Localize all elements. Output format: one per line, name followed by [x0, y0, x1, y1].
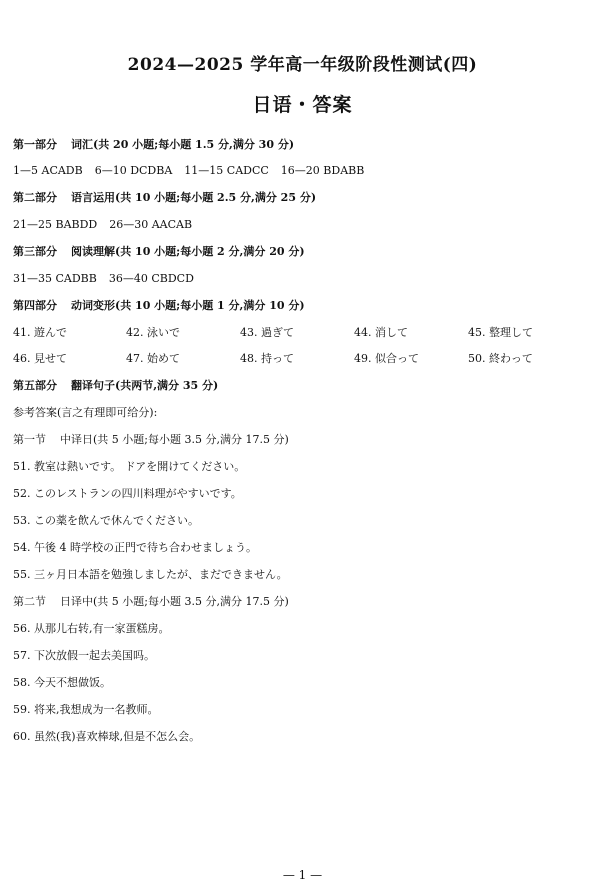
- exam-subtitle: 日语・答案: [252, 94, 353, 116]
- verb-answer: 47. 始めて: [126, 352, 180, 365]
- verb-answer: 49. 似合って: [354, 352, 419, 365]
- part4-heading-line: [13, 299, 305, 313]
- section2-detail: 日译中(共 5 小题;每小题 3.5 分,满分 17.5 分): [60, 595, 289, 608]
- answer-group: 1—5 ACADB: [13, 164, 83, 177]
- verb-answer: 42. 泳いで: [126, 326, 180, 339]
- translation-item: 58. 今天不想做饭。: [13, 676, 111, 689]
- part5-detail: 翻译句子(共两节,满分 35 分): [71, 379, 219, 392]
- translation-item: 60. 虽然(我)喜欢棒球,但是不怎么会。: [13, 730, 201, 743]
- part3-heading-line: [13, 245, 305, 259]
- page-number: — 1 —: [282, 868, 323, 882]
- answer-group: 11—15 CADCC: [184, 164, 269, 177]
- verb-answer: 44. 消して: [354, 326, 408, 339]
- section1-heading-line: [13, 433, 289, 447]
- part4-heading: 第四部分: [13, 299, 57, 312]
- translation-item: 51. 教室は熱いです。 ドアを開けてください。: [13, 460, 246, 473]
- section2-heading: 第二节: [13, 595, 46, 608]
- verb-answer: 45. 整理して: [468, 326, 533, 339]
- part2-heading-line: [13, 191, 316, 205]
- part5-heading-line: [13, 379, 218, 393]
- part3-heading: 第三部分: [13, 245, 57, 258]
- translation-item: 55. 三ヶ月日本語を勉強しましたが、まだできません。: [13, 568, 288, 581]
- part3-answers: [13, 272, 206, 286]
- verb-answer: 46. 見せて: [13, 352, 67, 365]
- part2-detail: 语言运用(共 10 小题;每小题 2.5 分,满分 25 分): [71, 191, 317, 204]
- verb-answer: 48. 持って: [240, 352, 294, 365]
- section1-detail: 中译日(共 5 小题;每小题 3.5 分,满分 17.5 分): [60, 433, 289, 446]
- verb-answer: 43. 過ぎて: [240, 326, 294, 339]
- translation-item: 52. このレストランの四川料理がやすいです。: [13, 487, 242, 500]
- verb-answer: 50. 終わって: [468, 352, 533, 365]
- exam-title: 2024—2025 学年高一年级阶段性测试(四): [127, 55, 478, 75]
- part1-heading-line: [13, 138, 294, 152]
- part2-answers: [13, 218, 204, 232]
- translation-item: 53. この薬を飲んで休んでください。: [13, 514, 199, 527]
- part3-detail: 阅读理解(共 10 小题;每小题 2 分,满分 20 分): [71, 245, 305, 258]
- answer-group: 31—35 CADBB: [13, 272, 97, 285]
- translation-item: 57. 下次放假一起去美国吗。: [13, 649, 155, 662]
- translation-item: 59. 将来,我想成为一名教师。: [13, 703, 159, 716]
- part5-note: 参考答案(言之有理即可给分):: [13, 406, 158, 419]
- part4-detail: 动词变形(共 10 小题;每小题 1 分,满分 10 分): [71, 299, 305, 312]
- section1-heading: 第一节: [13, 433, 46, 446]
- part1-answers: [13, 164, 376, 178]
- verb-answer: 41. 遊んで: [13, 326, 67, 339]
- translation-item: 56. 从那儿右转,有一家蛋糕房。: [13, 622, 170, 635]
- part5-heading: 第五部分: [13, 379, 57, 392]
- answer-group: 26—30 AACAB: [109, 218, 193, 231]
- answer-group: 36—40 CBDCD: [108, 272, 194, 285]
- answer-group: 21—25 BABDD: [13, 218, 98, 231]
- answer-group: 6—10 DCDBA: [94, 164, 173, 177]
- translation-item: 54. 午後 4 時学校の正門で待ち合わせましょう。: [13, 541, 257, 554]
- part2-heading: 第二部分: [13, 191, 57, 204]
- part1-heading: 第一部分: [13, 138, 57, 151]
- answer-group: 16—20 BDABB: [280, 164, 365, 177]
- section2-heading-line: [13, 595, 289, 609]
- part1-detail: 词汇(共 20 小题;每小题 1.5 分,满分 30 分): [71, 138, 295, 151]
